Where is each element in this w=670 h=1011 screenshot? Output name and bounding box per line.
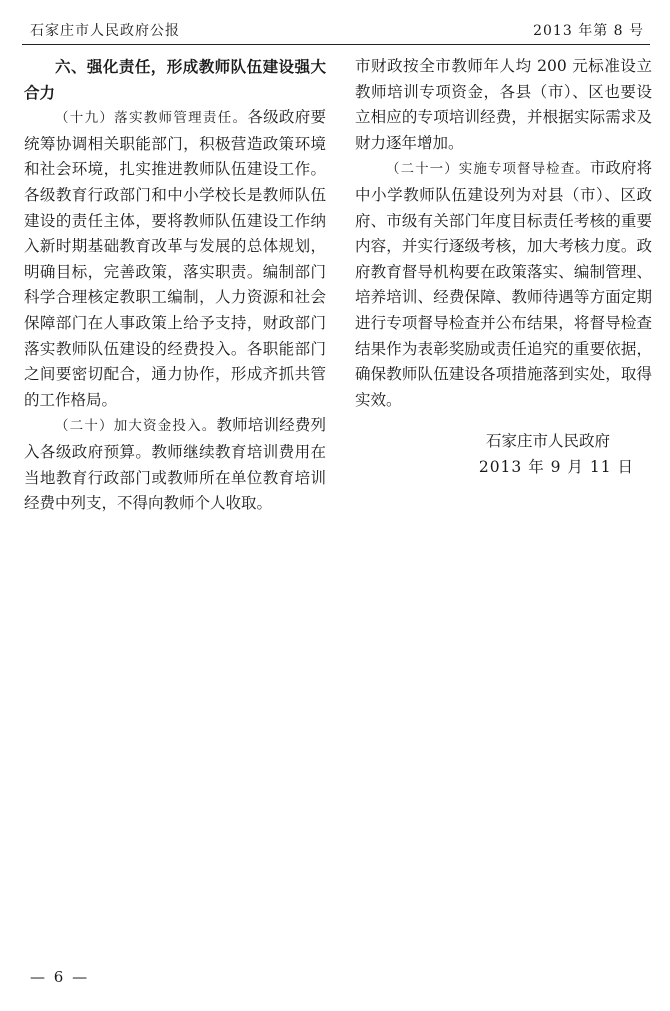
paragraph-subtitle: （十九）落实教师管理责任。: [55, 110, 248, 127]
page-number: — 6 —: [30, 968, 90, 986]
paragraph-body: 市政府将中小学教师队伍建设列为对县（市）、区政府、市级有关部门年度目标责任考核的重要内容，并实行逐级考核，加大考核力度。政府教育督导机构要在政策落实、编制管理、培养培训、经费保障、教师待遇等方面定期进行专项督导检查并公布结果，将督导检查结果作为表彰奖励或责任追究的重要依据，确保教师队伍建设各项措施落到实处，取得实效。: [355, 159, 652, 409]
paragraph-21: [355, 156, 652, 413]
signature-date: 2013 年 9 月 11 日: [478, 457, 634, 476]
paragraph-20-continued: 市财政按全市教师年人均 200 元标准设立教师培训专项资金，各县（市）、区也要设立相应的专项培训经费，并根据实际需求及财力逐年增加。: [355, 57, 652, 152]
paragraph-20: [24, 413, 326, 516]
section-heading: 六、强化责任，形成教师队伍建设强大合力: [24, 57, 326, 102]
paragraph-body: 教师培训经费列入各级政府预算。教师继续教育培训费用在当地教育行政部门或教师所在单位教育培训经费中列支，不得向教师个人收取。: [24, 416, 326, 513]
paragraph-19: [24, 105, 326, 413]
signature-organization: 石家庄市人民政府: [485, 432, 610, 451]
paragraph-subtitle: （二十）加大资金投入。: [55, 418, 217, 435]
left-column: [24, 54, 326, 517]
publication-title: 石家庄市人民政府公报: [30, 23, 180, 39]
issue-number: 2013 年第 8 号: [533, 23, 644, 39]
right-column: [355, 54, 652, 481]
paragraph-body: 各级政府要统筹协调相关职能部门，积极营造政策环境和社会环境，扎实推进教师队伍建设工作。各级教育行政部门和中小学校长是教师队伍建设的责任主体，要将教师队伍建设工作纳入新时期基础教育改革与发展的总体规划，明确目标，完善政策，落实职责。编制部门科学合理核定教职工编制，人力资源和社会保障部门在人事政策上给予支持，财政部门落实教师队伍建设的经费投入。各职能部门之间要密切配合，通力协作，形成齐抓共管的工作格局。: [24, 108, 326, 409]
paragraph-subtitle: （二十一）实施专项督导检查。: [386, 161, 590, 178]
page-header: [22, 18, 650, 45]
